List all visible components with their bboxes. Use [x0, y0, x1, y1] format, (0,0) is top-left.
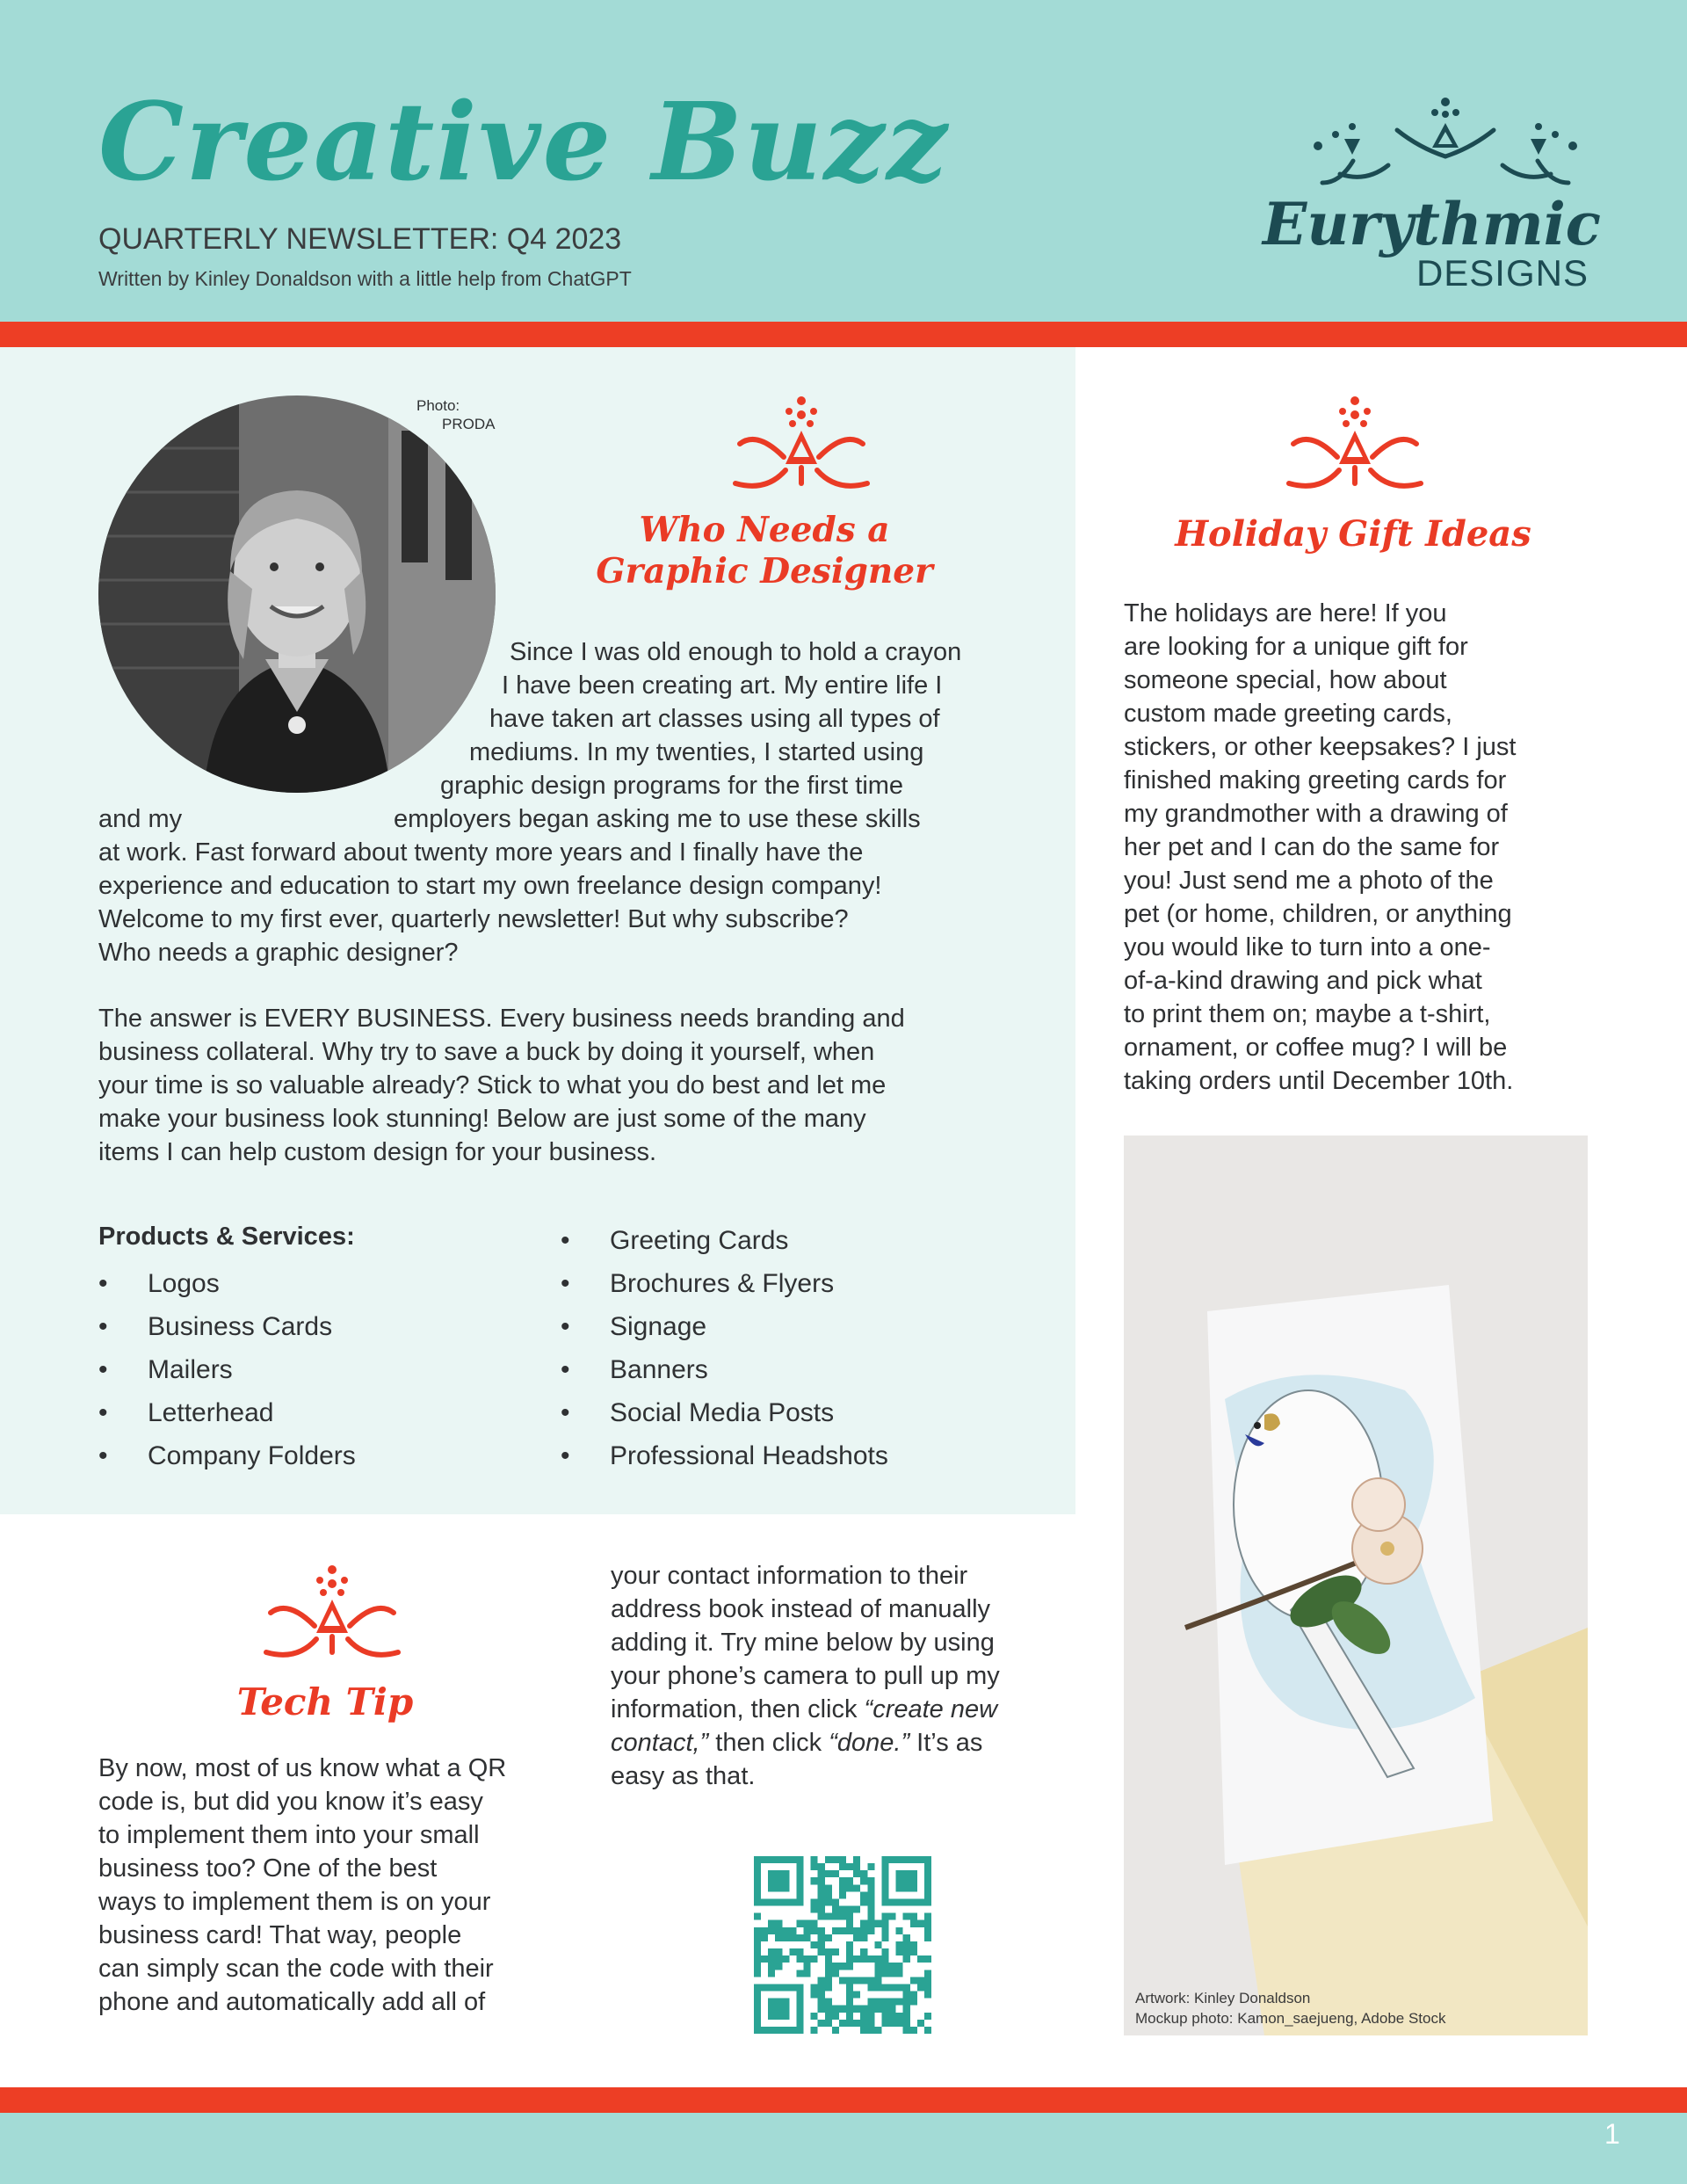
who-needs-heading: [571, 510, 958, 592]
section-ornament-icon: [731, 395, 872, 501]
list-item: • Social Media Posts: [561, 1391, 888, 1434]
feature-line: have taken art classes using all types of: [489, 705, 940, 733]
tech-text: It’s as: [909, 1729, 983, 1757]
mockup-credit-line: Mockup photo: Kamon_saejueng, Adobe Stock: [1135, 2010, 1446, 2027]
heading-line-1: Who Needs a: [639, 510, 890, 550]
tech-line: can simply scan the code with their: [98, 1955, 494, 1983]
list-item: • Professional Headshots: [561, 1434, 888, 1477]
products-list-left: [98, 1262, 356, 1477]
holiday-line: of-a-kind drawing and pick what: [1124, 967, 1482, 995]
section-ornament-icon: [1285, 395, 1425, 501]
feature-line: experience and education to start my own freelance design company!: [98, 872, 882, 900]
tech-line: By now, most of us know what a QR: [98, 1754, 507, 1782]
holiday-line: you would like to turn into a one-: [1124, 933, 1491, 961]
holiday-line: someone special, how about: [1124, 666, 1447, 694]
tech-emphasis: contact,”: [611, 1729, 709, 1757]
photo-credit: [416, 396, 504, 433]
feature-line: Since I was old enough to hold a crayon: [510, 638, 962, 666]
tech-text: information, then click: [611, 1695, 858, 1723]
tech-line: business too? One of the best: [98, 1854, 438, 1883]
feature-line: Welcome to my first ever, quarterly newsletter! But why subscribe?: [98, 905, 849, 933]
portrait-photo: [98, 395, 496, 793]
list-item: • Business Cards: [98, 1305, 356, 1348]
page-number: 1: [1604, 2118, 1620, 2150]
tech-line: business card! That way, people: [98, 1921, 462, 1949]
tech-text: then click: [708, 1729, 829, 1757]
feature-line: your time is so valuable already? Stick to what you do best and let me: [98, 1071, 887, 1099]
tech-line: phone and automatically add all of: [98, 1988, 486, 2016]
tech-emphasis: “create new: [864, 1695, 998, 1723]
feature-line: I have been creating art. My entire life I: [502, 671, 943, 700]
logo-ornament-icon: [1292, 95, 1599, 199]
holiday-line: my grandmother with a drawing of: [1124, 800, 1508, 828]
holiday-line: custom made greeting cards,: [1124, 700, 1452, 728]
newsletter-subtitle: QUARTERLY NEWSLETTER: Q4 2023: [98, 222, 622, 256]
section-ornament-icon: [253, 1564, 411, 1670]
products-list-right: [561, 1219, 888, 1477]
logo-subtitle: DESIGNS: [1415, 252, 1589, 294]
holiday-line: stickers, or other keepsakes? I just: [1124, 733, 1517, 761]
feature-line: and my: [98, 805, 183, 833]
photo-credit-label: Photo:: [416, 397, 460, 414]
holiday-line: to print them on; maybe a t-shirt,: [1124, 1000, 1491, 1028]
feature-line: at work. Fast forward about twenty more years and I finally have the: [98, 838, 864, 867]
list-item: • Banners: [561, 1348, 888, 1391]
list-item: • Company Folders: [98, 1434, 356, 1477]
footer-band: [0, 2113, 1687, 2184]
holiday-line: her pet and I can do the same for: [1124, 833, 1500, 861]
feature-line: employers began asking me to use these skills: [394, 805, 921, 833]
byline: Written by Kinley Donaldson with a little help from ChatGPT: [98, 267, 632, 290]
heading-line-2: Graphic Designer: [596, 550, 933, 591]
tech-tip-heading: Tech Tip: [236, 1680, 414, 1723]
holiday-line: The holidays are here! If you: [1124, 599, 1447, 628]
holiday-line: are looking for a unique gift for: [1124, 633, 1468, 661]
tech-line: easy as that.: [611, 1762, 756, 1790]
feature-line: items I can help custom design for your business.: [98, 1138, 657, 1166]
top-divider-bar: [0, 322, 1687, 347]
tech-line: your contact information to their: [611, 1562, 968, 1590]
qr-code[interactable]: [754, 1856, 931, 2034]
list-item: • Letterhead: [98, 1391, 356, 1434]
holiday-line: ornament, or coffee mug? I will be: [1124, 1034, 1508, 1062]
tech-emphasis: “done.”: [829, 1729, 910, 1757]
feature-line: business collateral. Why try to save a buck by doing it yourself, when: [98, 1038, 875, 1066]
tech-line: [611, 1693, 997, 1726]
feature-line: make your business look stunning! Below are just some of the many: [98, 1105, 866, 1133]
list-item: • Signage: [561, 1305, 888, 1348]
bottom-divider-bar: [0, 2087, 1687, 2113]
tech-line: ways to implement them is on your: [98, 1888, 491, 1916]
list-item: • Greeting Cards: [561, 1219, 888, 1262]
list-item: • Logos: [98, 1262, 356, 1305]
tech-line: address book instead of manually: [611, 1595, 991, 1623]
tech-line: to implement them into your small: [98, 1821, 480, 1849]
greeting-card-mockup-photo: [1124, 1136, 1588, 2035]
tech-line: code is, but did you know it’s easy: [98, 1788, 483, 1816]
artwork-credit-line: Artwork: Kinley Donaldson: [1135, 1990, 1311, 2006]
products-heading: Products & Services:: [98, 1223, 355, 1251]
artwork-credit: [1135, 1988, 1445, 2028]
feature-line: Who needs a graphic designer?: [98, 939, 459, 967]
feature-line: The answer is EVERY BUSINESS. Every business needs branding and: [98, 1005, 905, 1033]
list-item: • Brochures & Flyers: [561, 1262, 888, 1305]
list-item: • Mailers: [98, 1348, 356, 1391]
holiday-line: taking orders until December 10th.: [1124, 1067, 1514, 1095]
logo-wordmark: Eurythmic: [1263, 190, 1601, 258]
photo-credit-name: PRODA: [442, 416, 496, 432]
holiday-line: pet (or home, children, or anything: [1124, 900, 1512, 928]
tech-line: adding it. Try mine below by using: [611, 1629, 995, 1657]
holiday-line: finished making greeting cards for: [1124, 766, 1507, 795]
holiday-line: you! Just send me a photo of the: [1124, 867, 1494, 895]
tech-line: your phone’s camera to pull up my: [611, 1662, 1000, 1690]
feature-line: mediums. In my twenties, I started using: [469, 738, 924, 766]
holiday-heading: Holiday Gift Ideas: [1175, 513, 1531, 555]
newsletter-title: Creative Buzz: [98, 78, 950, 205]
feature-line: graphic design programs for the first time: [440, 772, 904, 800]
tech-line: [611, 1726, 982, 1760]
